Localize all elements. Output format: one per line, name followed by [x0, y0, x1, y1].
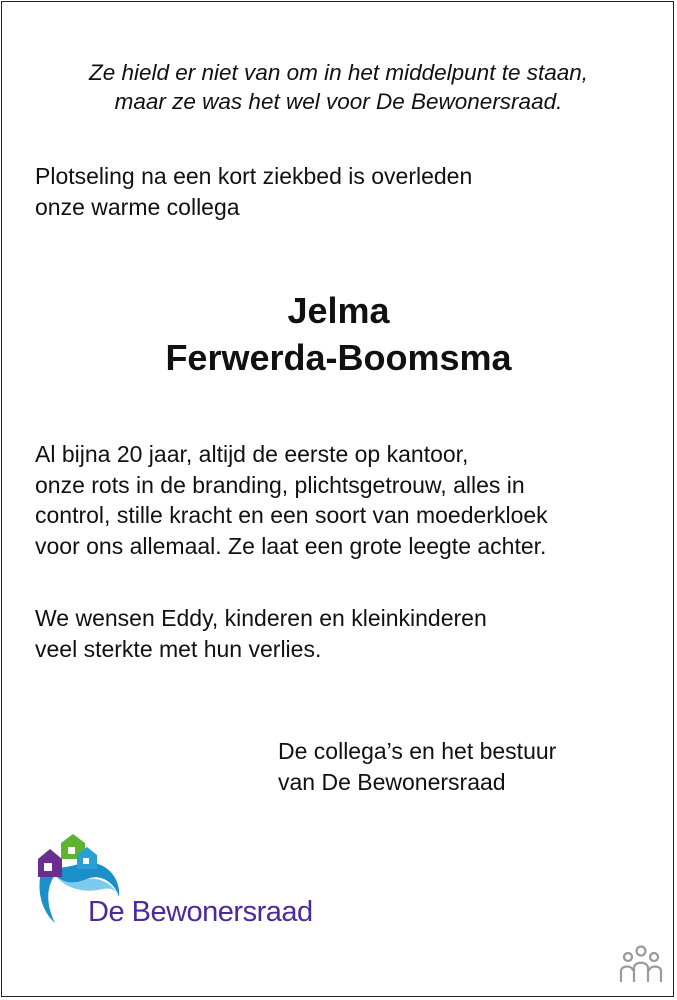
quote-line-2: maar ze was het wel voor De Bewonersraad.	[114, 89, 563, 114]
tribute-line-1: Al bijna 20 jaar, altijd de eerste op kantoor,	[35, 441, 469, 467]
tribute-line-4: voor ons allemaal. Ze laat een grote leegte achter.	[35, 532, 547, 559]
people-group-icon	[616, 944, 666, 984]
deceased-name	[0, 287, 677, 381]
opening-quote	[0, 58, 677, 116]
wishes-line-1: We wensen Eddy, kinderen en kleinkinderen	[35, 605, 487, 631]
quote-line-1: Ze hield er niet van om in het middelpunt te staan,	[88, 60, 589, 85]
signature	[278, 736, 556, 797]
wishes-line-2: veel sterkte met hun verlies.	[35, 635, 322, 662]
logo-text: De Bewonersraad	[88, 896, 313, 928]
deceased-surname: Ferwerda-Boomsma	[165, 337, 512, 378]
intro-text	[35, 161, 472, 222]
tribute-text	[35, 439, 548, 561]
signature-line-2: van De Bewonersraad	[278, 768, 506, 795]
bewonersraad-logo	[33, 833, 323, 933]
intro-line-1: Plotseling na een kort ziekbed is overleden	[35, 163, 473, 189]
tribute-line-2: onze rots in de branding, plichtsgetrouw, alles in	[35, 471, 525, 498]
tribute-line-3: control, stille kracht en een soort van moederkloek	[35, 502, 548, 528]
wishes-text	[35, 603, 487, 664]
deceased-first-name: Jelma	[287, 290, 390, 331]
intro-line-2: onze warme collega	[35, 193, 240, 220]
signature-line-1: De collega’s en het bestuur	[278, 738, 557, 764]
